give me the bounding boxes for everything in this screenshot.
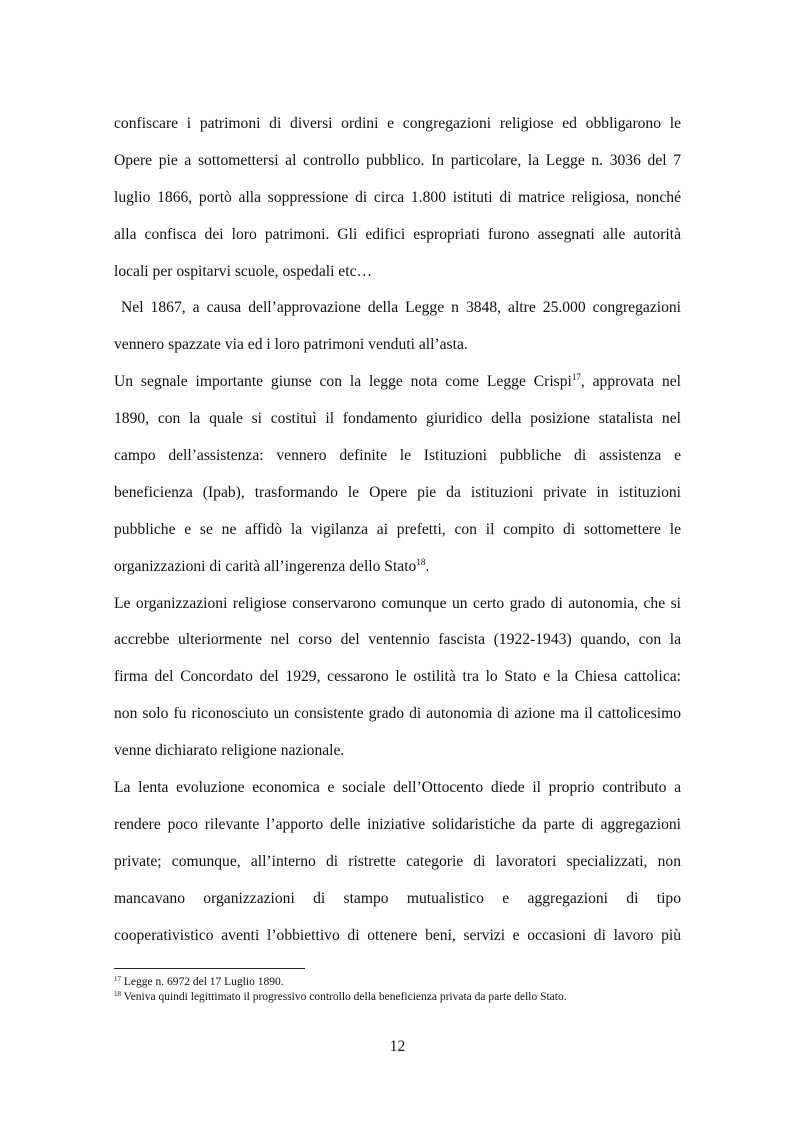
text-line: campo dell’assistenza: vennero definite le Istituzioni pubbliche di assistenza e [114, 447, 681, 465]
text-line: luglio 1866, portò alla soppressione di circa 1.800 istituti di matrice religiosa, nonché [114, 188, 681, 206]
text-line: Nel 1867, a causa dell’approvazione della Legge n 3848, altre 25.000 congregazioni [114, 299, 681, 317]
text-line [114, 364, 681, 401]
text-line: accrebbe ulteriormente nel corso del ventennio fascista (1922-1943) quando, con la [114, 631, 681, 649]
text-line: firma del Concordato del 1929, cessarono le ostilità tra lo Stato e la Chiesa cattolica: [114, 668, 681, 686]
text-line: Le organizzazioni religiose conservarono comunque un certo grado di autonomia, che si [114, 594, 681, 612]
text-line: Opere pie a sottomettersi al controllo pubblico. In particolare, la Legge n. 3036 del 7 [114, 151, 681, 169]
footnote-text: Veniva quindi legittimato il progressivo controllo della beneficienza privata da parte dello Stato. [123, 991, 567, 1003]
footnote-text: Legge n. 6972 del 17 Luglio 1890. [123, 976, 284, 988]
text-line: mancavano organizzazioni di stampo mutualistico e aggregazioni di tipo [114, 889, 681, 907]
footnotes [114, 975, 681, 1005]
text-segment: . [425, 557, 430, 575]
text-line: beneficienza (Ipab), trasformando le Opere pie da istituzioni private in istituzioni [114, 483, 681, 501]
footnote-17 [114, 975, 681, 990]
body-text [114, 106, 681, 954]
footnote-18 [114, 990, 681, 1005]
text-line: La lenta evoluzione economica e sociale dell’Ottocento diede il proprio contributo a [114, 779, 681, 797]
text-segment: organizzazioni di carità all’ingerenza dello Stato [114, 557, 417, 575]
text-line: locali per ospitarvi scuole, ospedali etc… [114, 262, 373, 280]
text-segment: , approvata nel [580, 373, 681, 391]
text-line: venne dichiarato religione nazionale. [114, 742, 345, 760]
text-line: confiscare i patrimoni di diversi ordini e congregazioni religiose ed obbligarono le [114, 115, 681, 132]
footnote-number: 17 [114, 975, 121, 983]
footnote-ref-18[interactable]: 18 [416, 556, 426, 567]
footnote-ref-17[interactable]: 17 [571, 372, 581, 383]
page-number: 12 [389, 1038, 406, 1055]
text-line: pubbliche e se ne affidò la vigilanza ai prefetti, con il compito di sottomettere le [114, 520, 681, 538]
footnote-number: 18 [114, 990, 121, 998]
text-line: private; comunque, all’interno di ristrette categorie di lavoratori specializzati, non [114, 852, 681, 870]
text-line: vennero spazzate via ed i loro patrimoni venduti all’asta. [114, 336, 468, 354]
text-line: alla confisca dei loro patrimoni. Gli edifici espropriati furono assegnati alle autorità [114, 225, 681, 243]
text-segment: Un segnale importante giunse con la legge nota come Legge Crispi [114, 373, 572, 391]
text-line [114, 549, 681, 586]
text-line: cooperativistico aventi l’obbiettivo di ottenere beni, servizi e occasioni di lavoro più [114, 926, 681, 944]
text-line: rendere poco rilevante l’apporto delle iniziative solidaristiche da parte di aggregazioni [114, 815, 681, 833]
text-line: 1890, con la quale si costituì il fondamento giuridico della posizione statalista nel [114, 410, 681, 428]
text-line: non solo fu riconosciuto un consistente grado di autonomia di azione ma il cattolicesimo [114, 705, 681, 723]
footnote-separator [114, 968, 305, 969]
